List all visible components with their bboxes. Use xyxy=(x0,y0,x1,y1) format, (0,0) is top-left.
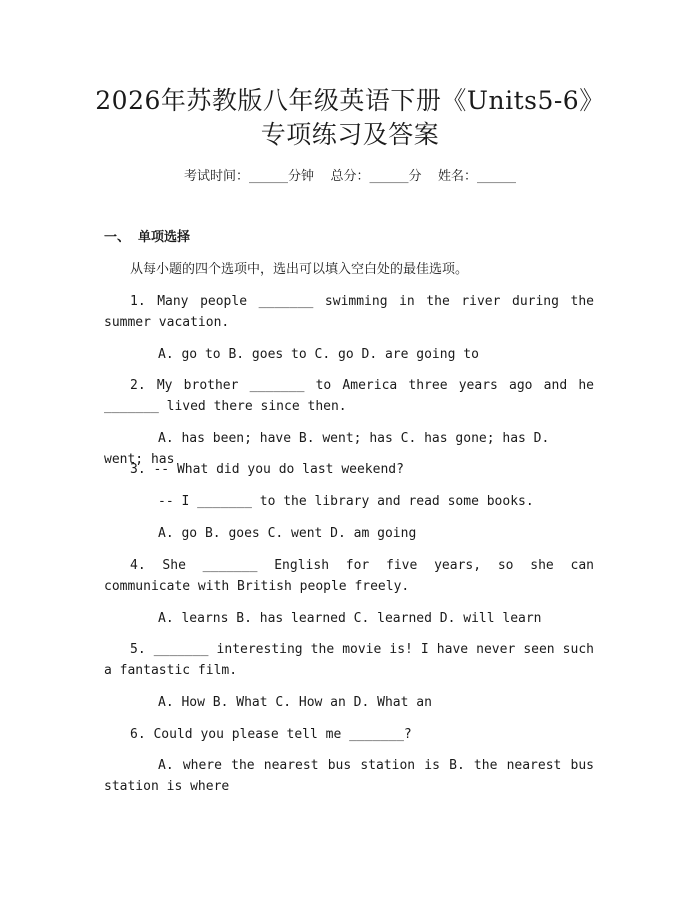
question-6-stem: 6. Could you please tell me _______? xyxy=(130,727,412,742)
question-4-stem: 4. She _______ English for five years, so she can communicate with British people freely. xyxy=(104,558,594,594)
document-title-line-2: 专项练习及答案 xyxy=(260,120,440,149)
question-2-options: A. has been; have B. went; has C. has gone; has D. went; has xyxy=(104,431,550,467)
question-1-options: A. go to B. goes to C. go D. are going to xyxy=(158,347,479,362)
section-title: 单项选择 xyxy=(138,230,191,245)
section-heading xyxy=(104,229,190,247)
question-3-stem-line-2: -- I _______ to the library and read some books. xyxy=(158,494,534,509)
question-1-stem: 1. Many people _______ swimming in the river during the summer vacation. xyxy=(104,294,594,330)
question-6-options: A. where the nearest bus station is B. the nearest bus station is where xyxy=(104,758,594,794)
section-number: 一、 xyxy=(104,230,131,245)
document-title-line-1: 2026年苏教版八年级英语下册《Units5-6》 xyxy=(95,86,605,115)
question-2-stem: 2. My brother _______ to America three years ago and he _______ lived there since then. xyxy=(104,378,594,414)
exam-meta-info: 考试时间：______分钟 总分：______分 姓名：______ xyxy=(183,169,517,184)
section-instruction: 从每小题的四个选项中，选出可以填入空白处的最佳选项。 xyxy=(130,262,469,277)
question-3-stem: 3. -- What did you do last weekend? xyxy=(130,462,404,477)
question-5-stem: 5. _______ interesting the movie is! I have never seen such a fantastic film. xyxy=(104,642,594,678)
question-3-options: A. go B. goes C. went D. am going xyxy=(158,526,417,541)
question-4-options: A. learns B. has learned C. learned D. will learn xyxy=(158,611,542,626)
question-5-options: A. How B. What C. How an D. What an xyxy=(158,695,432,710)
